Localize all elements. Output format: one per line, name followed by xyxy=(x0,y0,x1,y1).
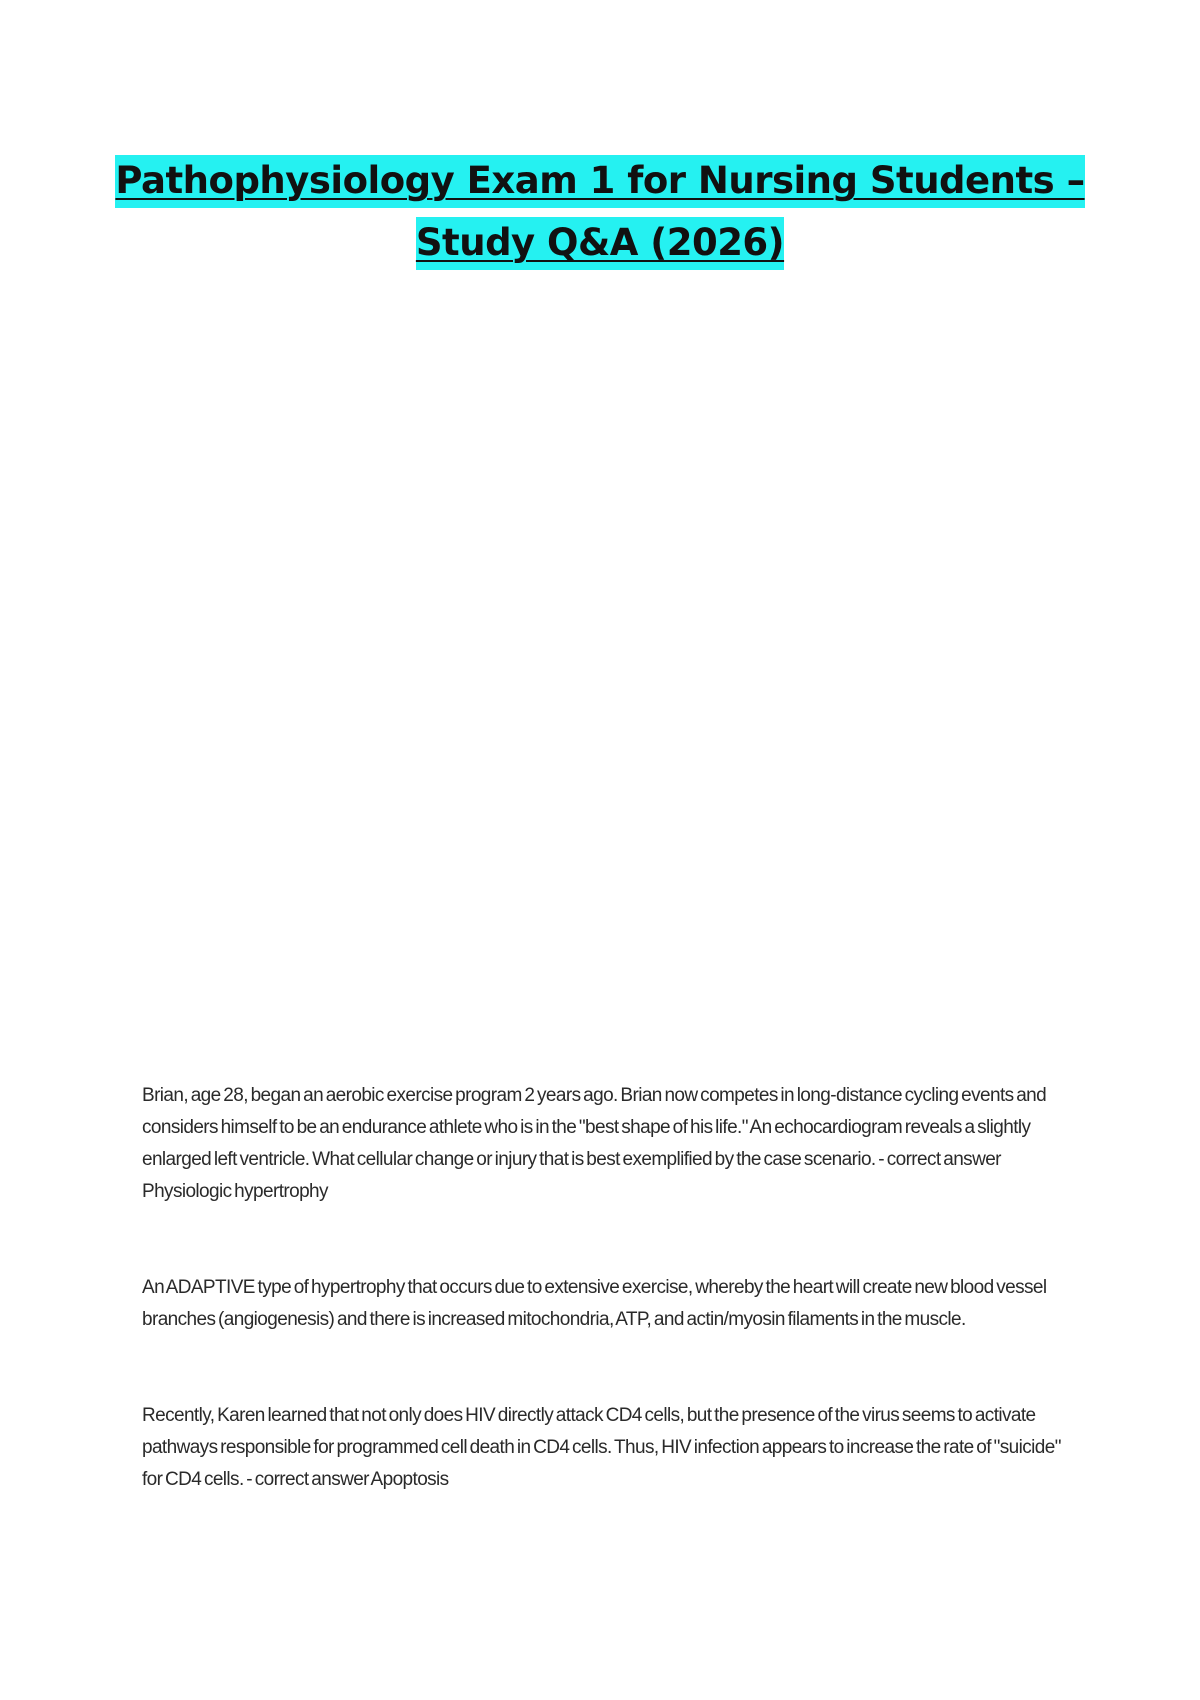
question-paragraph-2: Recently, Karen learned that not only does HIV directly attack CD4 cells, but the presence of the virus seems to activate pathways responsible for programmed cell death in CD4 cells. Thus, HIV infection appears to increase the rate of "suicide" for CD4 cells. - correct answer Apoptosis xyxy=(142,1405,1061,1490)
document-body xyxy=(142,1080,1062,1560)
explanation-paragraph: An ADAPTIVE type of hypertrophy that occurs due to extensive exercise, whereby the heart will create new blood vessel branches (angiogenesis) and there is increased mitochondria, ATP, and actin/myosin filaments in the muscle. xyxy=(142,1277,1047,1330)
question-paragraph-1: Brian, age 28, began an aerobic exercise program 2 years ago. Brian now competes in long-distance cycling events and considers himself to be an endurance athlete who is in the "best shape of his life." An echocardiogram reveals a slightly enlarged left ventricle. What cellular change or injury that is best exemplified by the case scenario. - correct answer Physiologic hypertrophy xyxy=(142,1085,1047,1202)
document-title xyxy=(100,150,1100,274)
document-title-text: Pathophysiology Exam 1 for Nursing Students – Study Q&A (2026) xyxy=(115,155,1084,270)
